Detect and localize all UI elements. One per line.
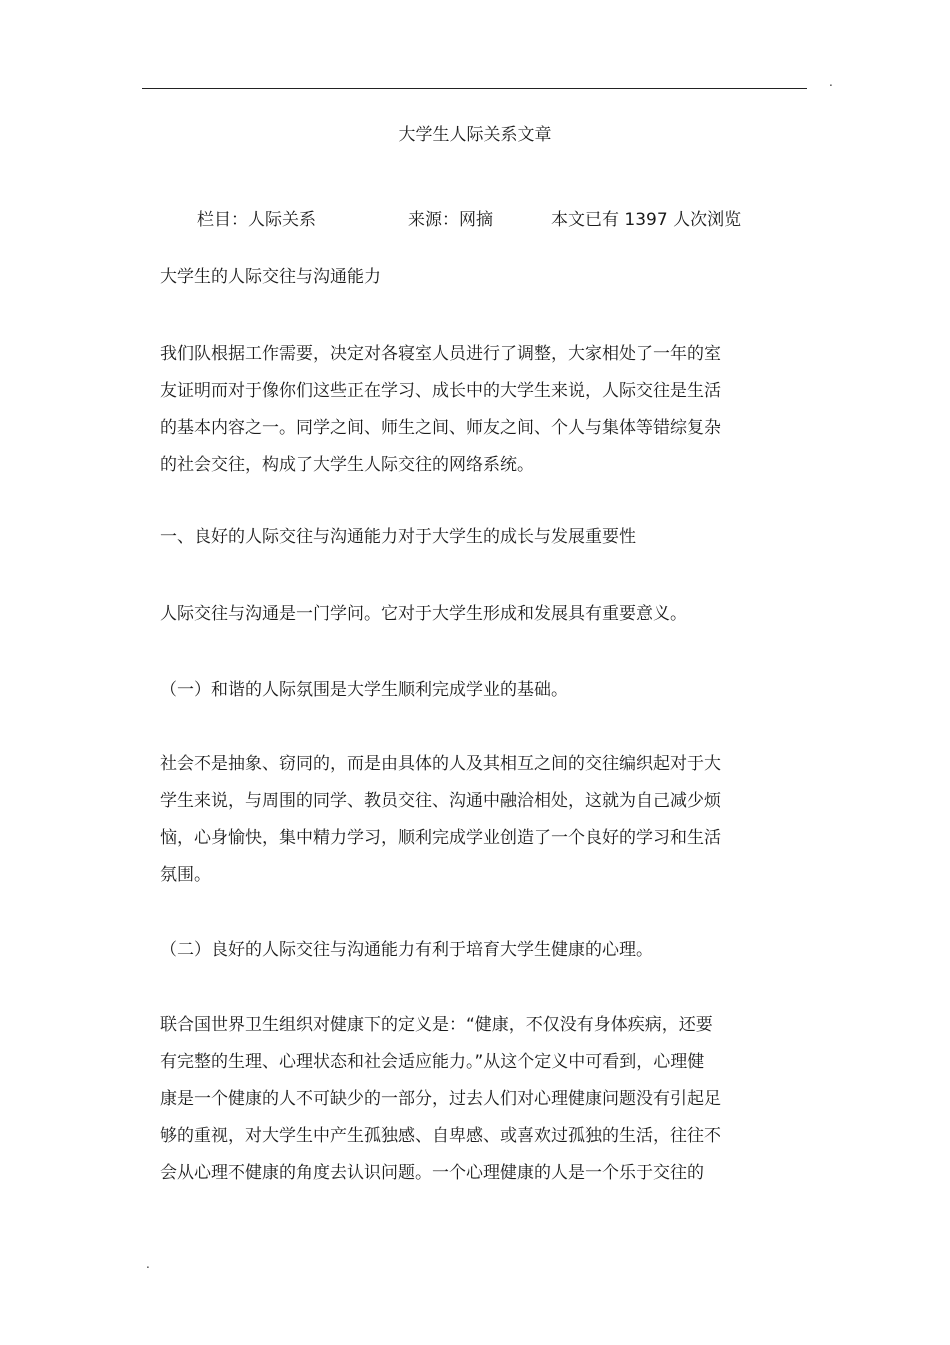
intro-paragraph: [160, 336, 760, 484]
article-title: 大学生人际关系文章: [398, 125, 552, 145]
meta-views: 本文已有 1397 人次浏览: [551, 210, 742, 230]
paragraph-line: 康是一个健康的人不可缺少的一部分，过去人们对心理健康问题没有引起足: [160, 1089, 721, 1109]
header-dot: .: [829, 75, 833, 89]
header-rule: [142, 88, 807, 89]
meta-column: 栏目：人际关系: [197, 210, 316, 230]
subsection-paragraph: [160, 746, 760, 894]
paragraph-line: 够的重视，对大学生中产生孤独感、自卑感、或喜欢过孤独的生活，往往不: [160, 1126, 721, 1146]
paragraph-line: 社会不是抽象、窃同的，而是由具体的人及其相互之间的交往编织起对于大: [160, 754, 721, 774]
paragraph-line: 联合国世界卫生组织对健康下的定义是：“健康，不仅没有身体疾病，还要: [160, 1015, 713, 1035]
paragraph-line: 氛围。: [160, 865, 211, 885]
section-text: 人际交往与沟通是一门学问。它对于大学生形成和发展具有重要意义。: [160, 604, 687, 624]
subsection-heading: （一）和谐的人际氛围是大学生顺利完成学业的基础。: [160, 680, 568, 700]
meta-source: 来源：网摘: [408, 210, 493, 230]
paragraph-line: 恼，心身愉快，集中精力学习，顺利完成学业创造了一个良好的学习和生活: [160, 828, 721, 848]
paragraph-line: 友证明而对于像你们这些正在学习、成长中的大学生来说，人际交往是生活: [160, 381, 721, 401]
paragraph-line: 的基本内容之一。同学之间、师生之间、师友之间、个人与集体等错综复杂: [160, 418, 721, 438]
section-heading: 一、良好的人际交往与沟通能力对于大学生的成长与发展重要性: [160, 527, 636, 547]
paragraph-line: 学生来说，与周围的同学、教员交往、沟通中融洽相处，这就为自己减少烦: [160, 791, 721, 811]
paragraph-line: 的社会交往，构成了大学生人际交往的网络系统。: [160, 455, 534, 475]
paragraph-line: 会从心理不健康的角度去认识问题。一个心理健康的人是一个乐于交往的: [160, 1163, 704, 1183]
subsection-heading: （二）良好的人际交往与沟通能力有利于培育大学生健康的心理。: [160, 940, 653, 960]
footer-dot: .: [146, 1257, 150, 1271]
paragraph-line: 有完整的生理、心理状态和社会适应能力。”从这个定义中可看到，心理健: [160, 1052, 705, 1072]
paragraph-line: 我们队根据工作需要，决定对各寝室人员进行了调整，大家相处了一年的室: [160, 344, 721, 364]
subsection-paragraph: [160, 1007, 760, 1192]
article-subtitle: 大学生的人际交往与沟通能力: [160, 267, 381, 287]
